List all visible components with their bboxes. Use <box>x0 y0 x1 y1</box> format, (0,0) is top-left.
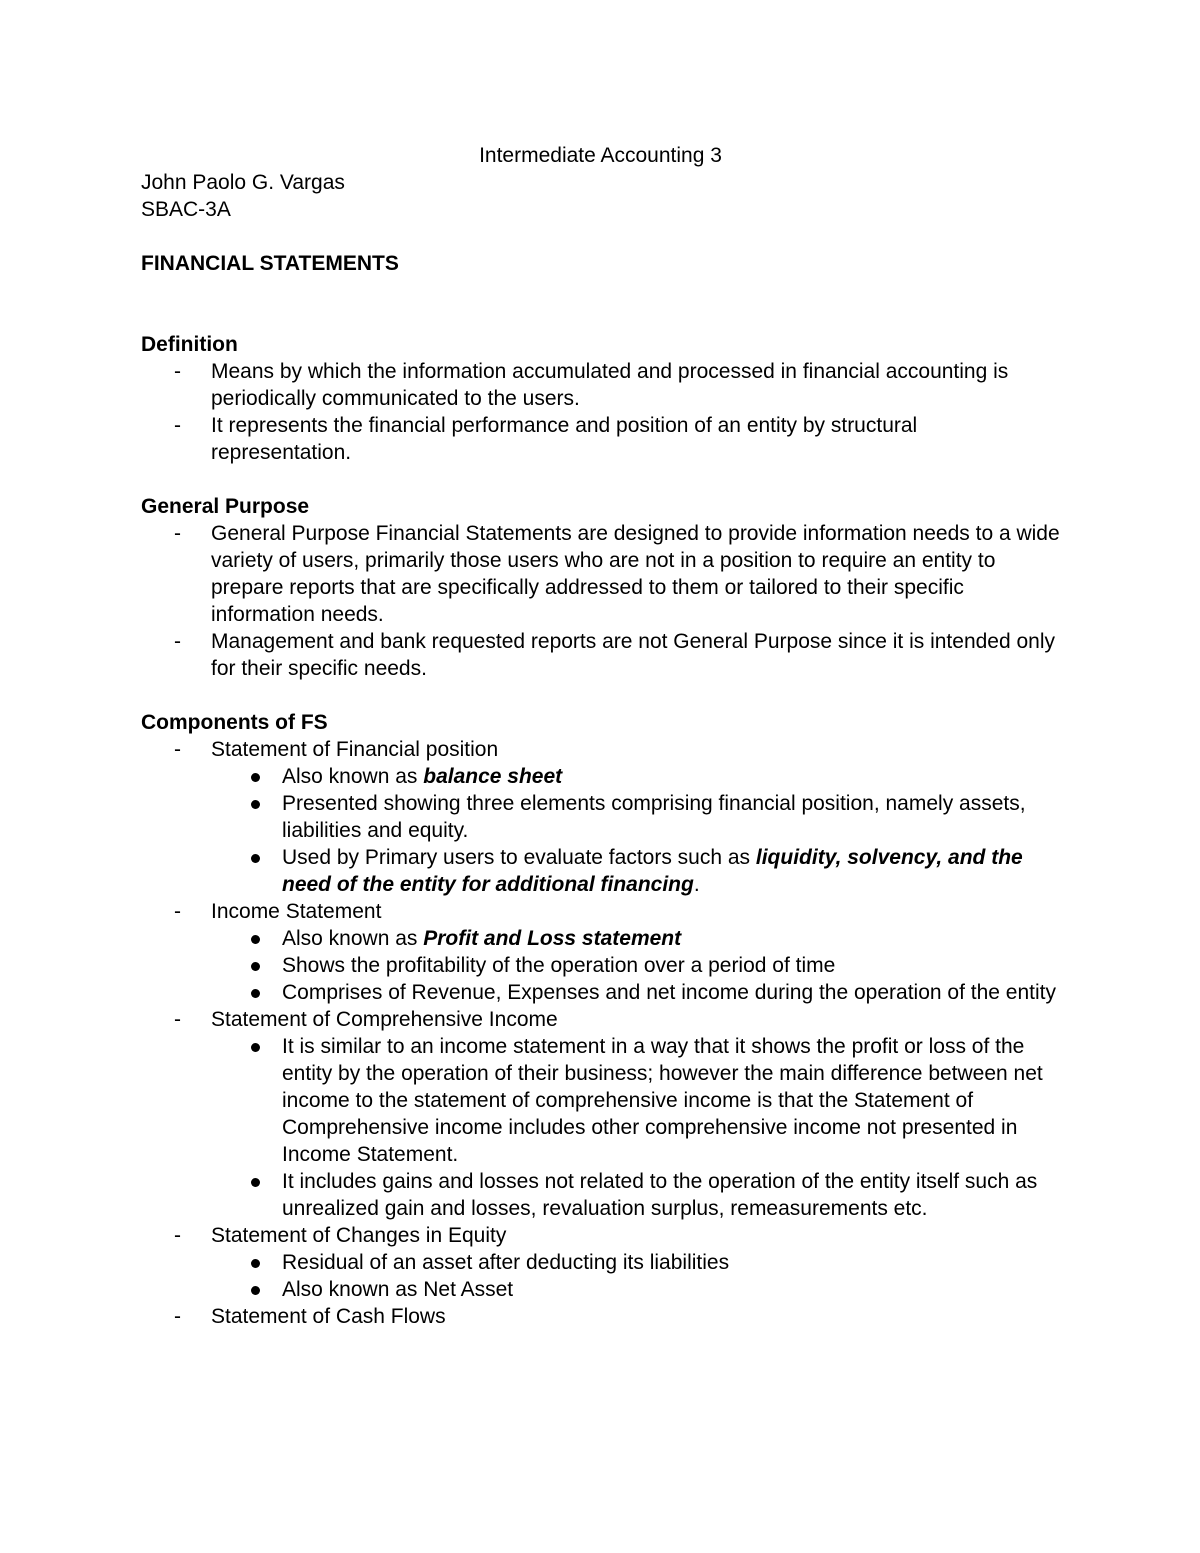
bullet-item <box>141 844 1060 898</box>
bullet-item <box>141 1033 1060 1168</box>
bullet-dot-icon <box>251 800 260 809</box>
definition-heading: Definition <box>141 333 238 356</box>
bullet-item <box>141 925 1060 952</box>
definition-list <box>141 358 1060 466</box>
component-title: Statement of Changes in Equity <box>211 1224 507 1247</box>
bullet-dot-icon <box>251 1043 260 1052</box>
list-item-text: Management and bank requested reports are not General Purpose since it is intended only for their specific needs. <box>211 630 1056 680</box>
bullet-text: It includes gains and losses not related to the operation of the entity itself such as unrealized gain and losses, revaluation surplus, remeasurements etc. <box>282 1170 1038 1220</box>
bullet-dot-icon <box>251 962 260 971</box>
dash-marker: - <box>174 522 181 545</box>
bullet-dot-icon <box>251 1286 260 1295</box>
list-item <box>141 520 1060 628</box>
emphasis-text: balance sheet <box>423 765 563 788</box>
course-title: Intermediate Accounting 3 <box>479 144 722 167</box>
document-title: FINANCIAL STATEMENTS <box>141 252 399 275</box>
dash-marker: - <box>174 414 181 437</box>
component-title: Income Statement <box>211 900 382 923</box>
spacer <box>141 277 1060 331</box>
bullet-dot-icon <box>251 1259 260 1268</box>
bullet-list <box>211 925 1060 1006</box>
dash-marker: - <box>174 630 181 653</box>
component-title: Statement of Cash Flows <box>211 1305 446 1328</box>
dash-marker: - <box>174 1008 181 1031</box>
bullet-list <box>211 1033 1060 1222</box>
bullet-item <box>141 763 1060 790</box>
component-cash-flows <box>141 1303 1060 1330</box>
bullet-text: Shows the profitability of the operation over a period of time <box>282 954 836 977</box>
bullet-text: Presented showing three elements comprising financial position, namely assets, liabilities and equity. <box>282 792 1026 842</box>
bullet-dot-icon <box>251 1178 260 1187</box>
dash-marker: - <box>174 738 181 761</box>
list-item <box>141 412 1060 466</box>
spacer <box>141 466 1060 493</box>
bullet-text: Also known as <box>282 927 424 950</box>
bullet-dot-icon <box>251 989 260 998</box>
bullet-dot-icon <box>251 773 260 782</box>
bullet-list <box>211 763 1060 898</box>
dash-marker: - <box>174 360 181 383</box>
bullet-text: Also known as <box>282 765 424 788</box>
component-changes-in-equity <box>141 1222 1060 1303</box>
list-item-text: Means by which the information accumulated and processed in financial accounting is periodically communicated to the users. <box>211 360 1009 410</box>
bullet-dot-icon <box>251 935 260 944</box>
dash-marker: - <box>174 900 181 923</box>
list-item <box>141 358 1060 412</box>
general-purpose-heading: General Purpose <box>141 495 310 518</box>
bullet-dot-icon <box>251 854 260 863</box>
general-purpose-list <box>141 520 1060 682</box>
spacer <box>141 682 1060 709</box>
component-income-statement <box>141 898 1060 1006</box>
bullet-item <box>141 1249 1060 1276</box>
bullet-text: It is similar to an income statement in a way that it shows the profit or loss of the entity by the operation of their business; however the main difference between net income to the statement of comprehensive income is that the Statement of Comprehensive income includes other comprehensive income not presented in Income Statement. <box>282 1035 1043 1166</box>
section-code: SBAC-3A <box>141 198 231 221</box>
dash-marker: - <box>174 1305 181 1328</box>
emphasis-text: liquidity, solvency, and the need of the entity for additional financing <box>282 846 1023 896</box>
bullet-item <box>141 790 1060 844</box>
dash-marker: - <box>174 1224 181 1247</box>
component-comprehensive-income <box>141 1006 1060 1222</box>
bullet-text: Residual of an asset after deducting its liabilities <box>282 1251 730 1274</box>
list-item <box>141 628 1060 682</box>
bullet-item <box>141 979 1060 1006</box>
bullet-text: Also known as Net Asset <box>282 1278 514 1301</box>
components-heading: Components of FS <box>141 711 328 734</box>
component-title: Statement of Comprehensive Income <box>211 1008 558 1031</box>
bullet-item <box>141 1276 1060 1303</box>
bullet-item <box>141 952 1060 979</box>
bullet-text: Used by Primary users to evaluate factors such as <box>282 846 756 869</box>
list-item-text: General Purpose Financial Statements are designed to provide information needs to a wide variety of users, primarily those users who are not in a position to require an entity to prepare reports that are specifically addressed to them or tailored to their specific information needs. <box>211 522 1060 626</box>
list-item-text: It represents the financial performance and position of an entity by structural representation. <box>211 414 918 464</box>
bullet-text: Comprises of Revenue, Expenses and net income during the operation of the entity <box>282 981 1056 1004</box>
component-financial-position <box>141 736 1060 898</box>
bullet-item <box>141 1168 1060 1222</box>
component-title: Statement of Financial position <box>211 738 499 761</box>
components-list <box>141 736 1060 1330</box>
student-name: John Paolo G. Vargas <box>141 171 345 194</box>
emphasis-text: Profit and Loss statement <box>423 927 682 950</box>
bullet-text-suffix: . <box>693 873 700 896</box>
bullet-list <box>211 1249 1060 1303</box>
